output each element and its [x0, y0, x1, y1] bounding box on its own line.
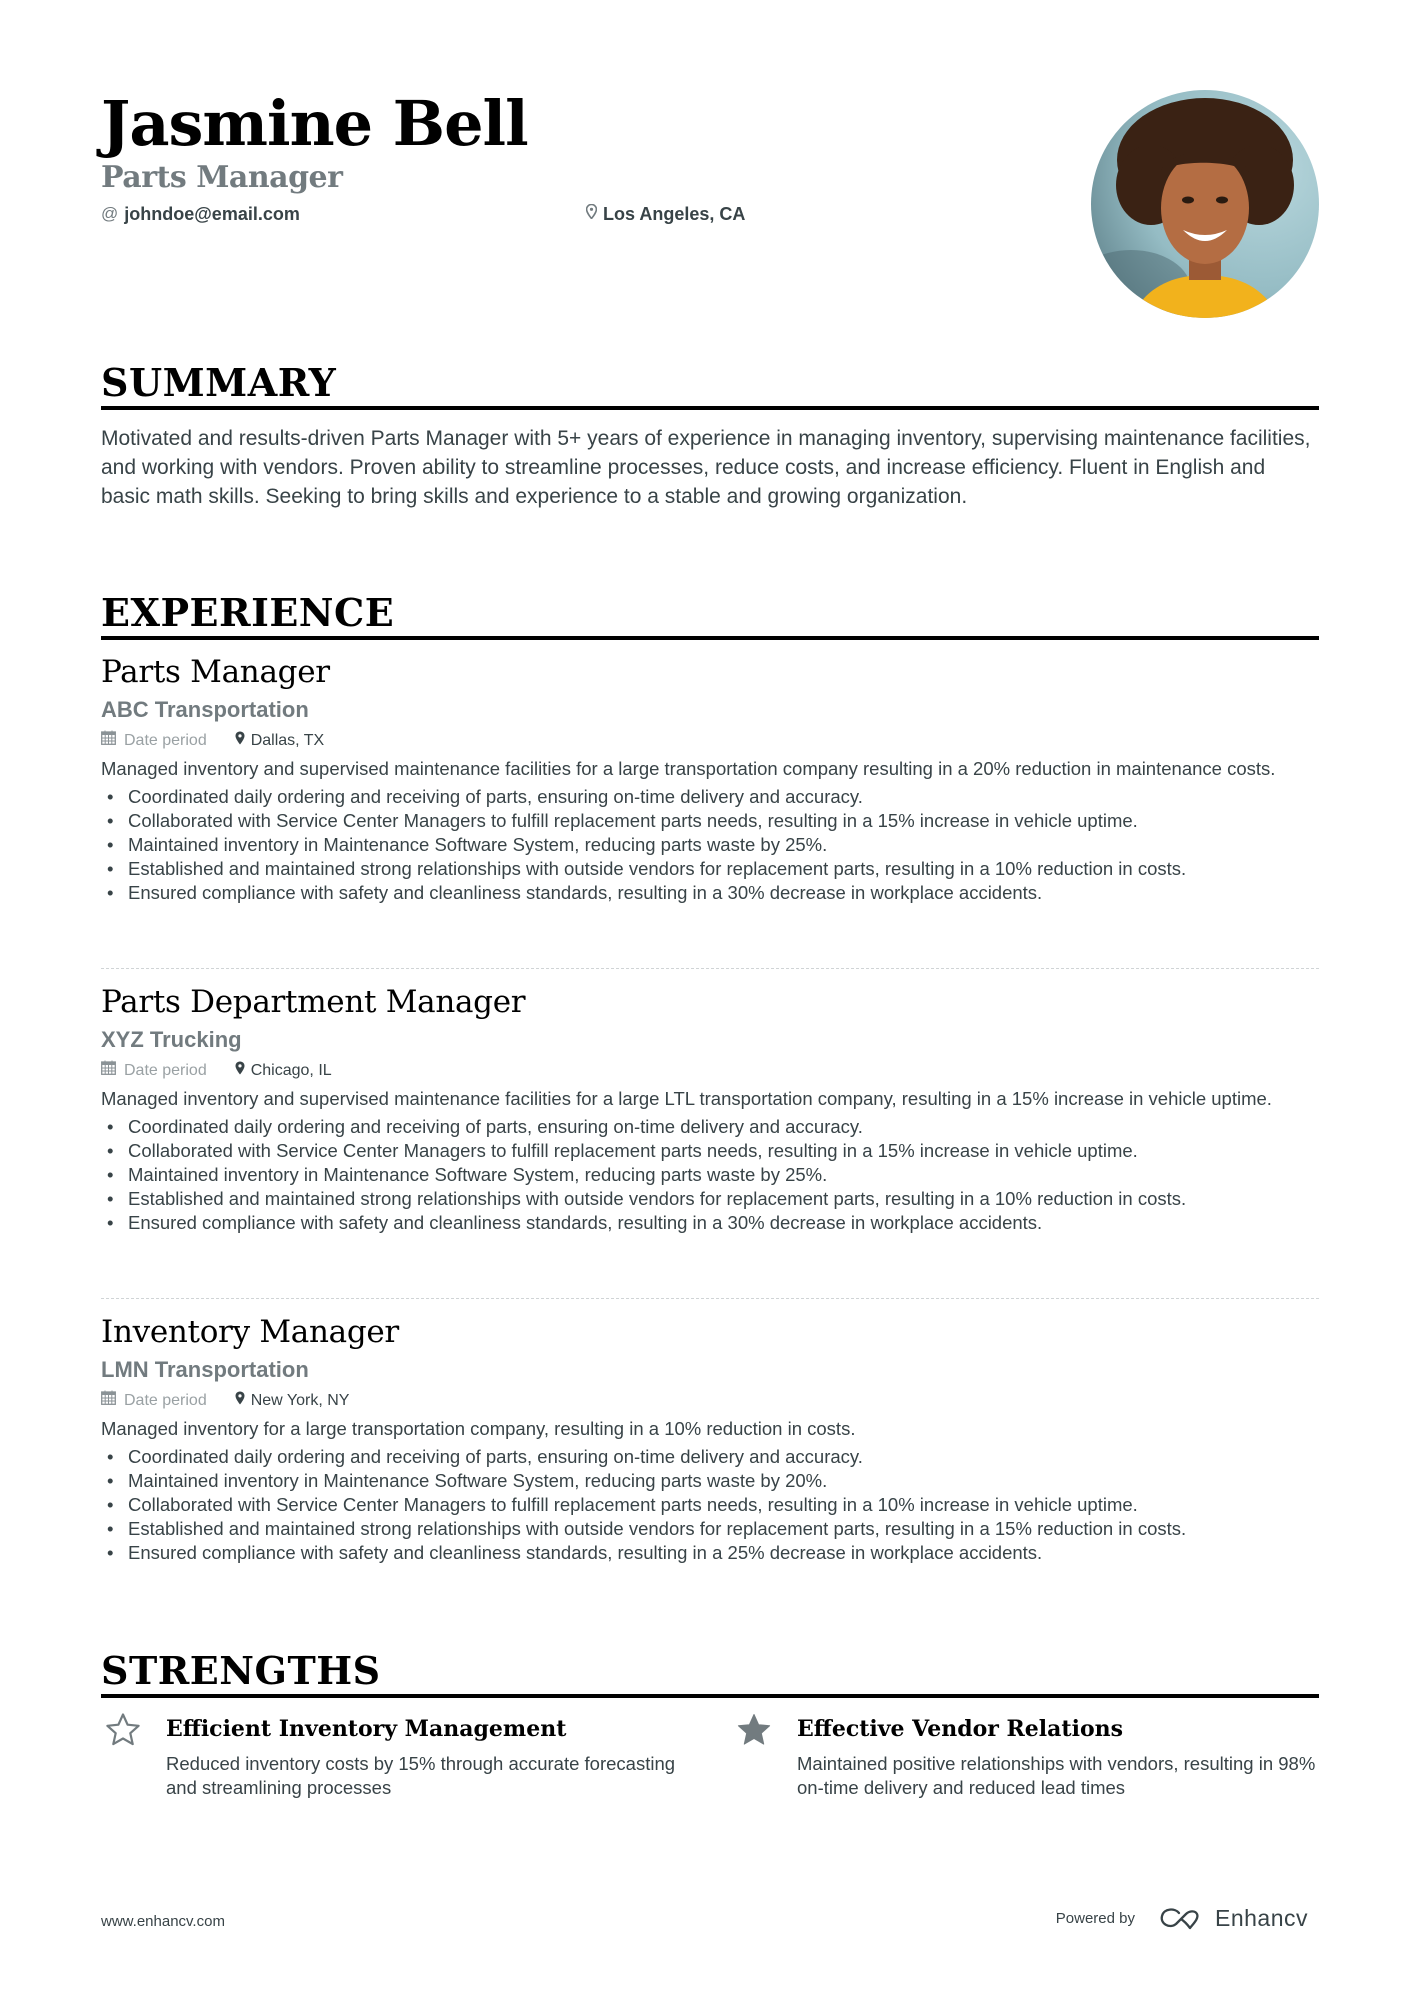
- contact-location: [586, 203, 745, 225]
- strength-title: Efficient Inventory Management: [166, 1716, 567, 1742]
- bullet-item: • Coordinated daily ordering and receiving of parts, ensuring on-time delivery and accuracy.: [101, 785, 1319, 809]
- entry-divider: [101, 1298, 1319, 1299]
- job-meta: [101, 1389, 1319, 1413]
- star-filled-icon: [736, 1712, 772, 1748]
- calendar-icon: [101, 729, 116, 753]
- job-title: Inventory Manager: [101, 1314, 399, 1350]
- calendar-icon: [101, 1389, 116, 1413]
- job-bullets: [101, 1115, 1319, 1235]
- company-name: ABC Transportation: [101, 697, 309, 722]
- bullet-item: • Maintained inventory in Maintenance Software System, reducing parts waste by 25%.: [101, 833, 1319, 857]
- bullet-item: • Coordinated daily ordering and receiving of parts, ensuring on-time delivery and accuracy.: [101, 1115, 1319, 1139]
- job-title: Parts Manager: [101, 654, 330, 690]
- summary-heading: SUMMARY: [101, 360, 337, 405]
- job-title: Parts Department Manager: [101, 984, 526, 1020]
- job-description: Managed inventory and supervised maintenance facilities for a large transportation company resulting in a 20% reduction in maintenance costs.: [101, 758, 1276, 779]
- strength-description: Reduced inventory costs by 15% through accurate forecasting and streamlining processes: [166, 1753, 676, 1798]
- star-outline-icon: [105, 1712, 141, 1748]
- experience-rule: [101, 636, 1319, 640]
- candidate-name: Jasmine Bell: [101, 87, 528, 160]
- contact-email[interactable]: [101, 203, 300, 225]
- bullet-item: • Maintained inventory in Maintenance Software System, reducing parts waste by 25%.: [101, 1163, 1319, 1187]
- summary-text: Motivated and results-driven Parts Manager with 5+ years of experience in managing inventory, supervising maintenance facilities, and working with vendors. Proven ability to streamline processes, reduce costs, and increase efficiency. Fluent in English and basic math skills. Seeking to bring skills and experience to a stable and growing organization.: [101, 427, 1311, 508]
- bullet-item: • Established and maintained strong relationships with outside vendors for replacement parts, resulting in a 15% reduction in costs.: [101, 1517, 1319, 1541]
- job-meta: [101, 729, 1319, 753]
- bullet-item: • Collaborated with Service Center Managers to fulfill replacement parts needs, resulting in a 15% increase in vehicle uptime.: [101, 809, 1319, 833]
- summary-rule: [101, 406, 1319, 410]
- powered-by-label: Powered by: [1055, 1910, 1135, 1927]
- bullet-item: • Ensured compliance with safety and cleanliness standards, resulting in a 25% decrease in workplace accidents.: [101, 1541, 1319, 1565]
- bullet-item: • Ensured compliance with safety and cleanliness standards, resulting in a 30% decrease in workplace accidents.: [101, 1211, 1319, 1235]
- strength-description: Maintained positive relationships with vendors, resulting in 98% on-time delivery and reduced lead times: [797, 1753, 1316, 1798]
- map-pin-icon: [235, 729, 245, 753]
- map-pin-icon: [235, 1059, 245, 1083]
- job-location: Chicago, IL: [250, 1062, 332, 1079]
- company-name: LMN Transportation: [101, 1357, 309, 1382]
- experience-entry: [101, 652, 1319, 905]
- entry-divider: [101, 968, 1319, 969]
- brand-name: Enhancv: [1214, 1905, 1308, 1931]
- email-text: johndoe@email.com: [124, 204, 300, 224]
- bullet-item: • Established and maintained strong relationships with outside vendors for replacement parts, resulting in a 10% reduction in costs.: [101, 1187, 1319, 1211]
- experience-heading: EXPERIENCE: [101, 590, 395, 635]
- date-period: Date period: [124, 1392, 207, 1409]
- bullet-item: • Collaborated with Service Center Managers to fulfill replacement parts needs, resulting in a 15% increase in vehicle uptime.: [101, 1139, 1319, 1163]
- date-period: Date period: [124, 1062, 207, 1079]
- job-bullets: [101, 1445, 1319, 1565]
- enhancv-logo: [1159, 1905, 1308, 1932]
- job-description: Managed inventory for a large transportation company, resulting in a 10% reduction in costs.: [101, 1418, 856, 1439]
- footer-branding[interactable]: [1056, 1905, 1308, 1932]
- job-meta: [101, 1059, 1319, 1083]
- strength-title: Effective Vendor Relations: [797, 1716, 1123, 1742]
- job-bullets: [101, 785, 1319, 905]
- map-pin-icon: [235, 1389, 245, 1413]
- strengths-heading: STRENGTHS: [101, 1648, 381, 1693]
- profile-photo: [1091, 90, 1319, 318]
- date-period: Date period: [124, 732, 207, 749]
- location-text: Los Angeles, CA: [603, 204, 746, 224]
- bullet-item: • Established and maintained strong relationships with outside vendors for replacement parts, resulting in a 10% reduction in costs.: [101, 857, 1319, 881]
- bullet-item: • Collaborated with Service Center Managers to fulfill replacement parts needs, resulting in a 10% increase in vehicle uptime.: [101, 1493, 1319, 1517]
- map-pin-icon: [586, 203, 597, 225]
- job-location: New York, NY: [250, 1392, 350, 1409]
- calendar-icon: [101, 1059, 116, 1083]
- enhancv-logo-icon: [1159, 1907, 1205, 1931]
- strengths-rule: [101, 1694, 1319, 1698]
- company-name: XYZ Trucking: [101, 1027, 242, 1052]
- candidate-title: Parts Manager: [101, 160, 343, 195]
- bullet-item: • Ensured compliance with safety and cleanliness standards, resulting in a 30% decrease in workplace accidents.: [101, 881, 1319, 905]
- at-icon: @: [101, 204, 119, 223]
- experience-entry: [101, 982, 1319, 1235]
- footer-website-link[interactable]: www.enhancv.com: [101, 1913, 225, 1930]
- job-description: Managed inventory and supervised maintenance facilities for a large LTL transportation company, resulting in a 15% increase in vehicle uptime.: [101, 1088, 1272, 1109]
- job-location: Dallas, TX: [250, 732, 325, 749]
- bullet-item: • Maintained inventory in Maintenance Software System, reducing parts waste by 20%.: [101, 1469, 1319, 1493]
- bullet-item: • Coordinated daily ordering and receiving of parts, ensuring on-time delivery and accuracy.: [101, 1445, 1319, 1469]
- experience-entry: [101, 1312, 1319, 1565]
